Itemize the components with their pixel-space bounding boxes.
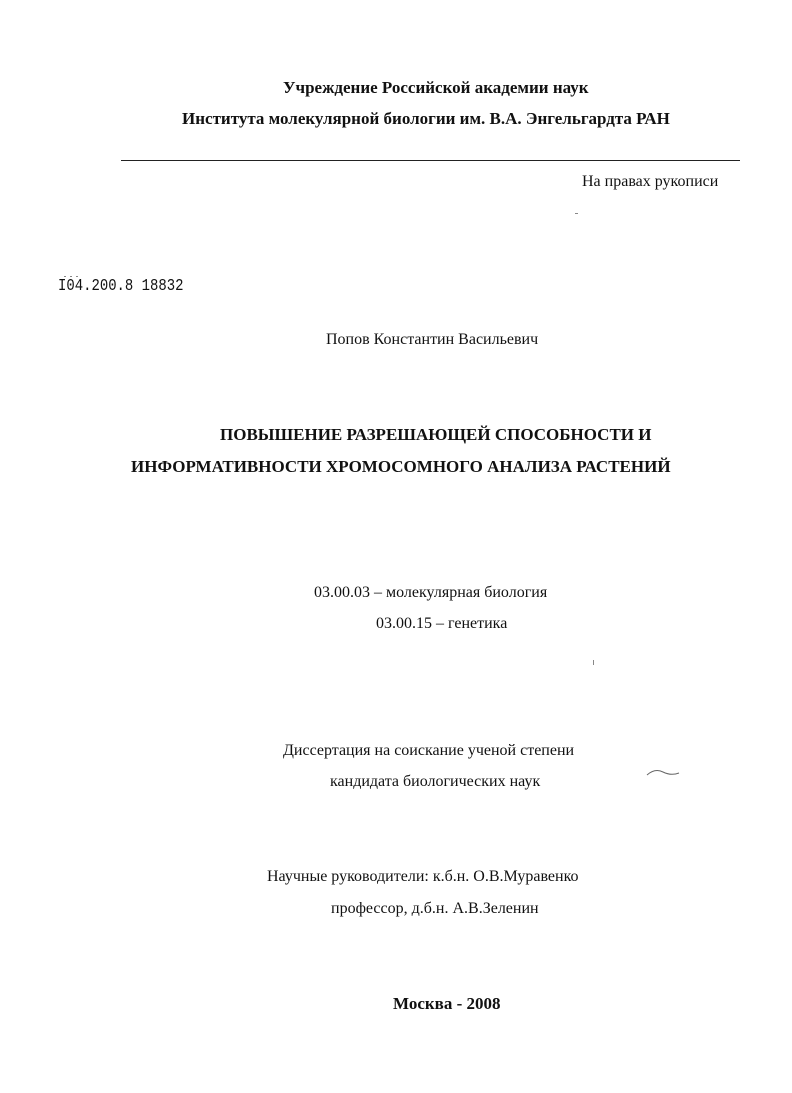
header-divider [121, 160, 740, 161]
specialty-2: 03.00.15 – генетика [376, 615, 508, 632]
pen-mark [645, 766, 685, 780]
scan-speck [593, 660, 594, 665]
institution-line-1: Учреждение Российской академии наук [283, 78, 589, 97]
city-year: Москва - 2008 [393, 994, 501, 1013]
archive-stamp: I04.200.8 18832 [58, 277, 184, 296]
supervisors-line-2: профессор, д.б.н. А.В.Зеленин [331, 900, 539, 917]
dissertation-line-1: Диссертация на соискание ученой степени [283, 742, 575, 759]
title-line-2: ИНФОРМАТИВНОСТИ ХРОМОСОМНОГО АНАЛИЗА РАСТЕНИЙ [131, 457, 671, 476]
scan-speck [575, 213, 578, 214]
author-name: Попов Константин Васильевич [326, 331, 539, 348]
specialty-1: 03.00.03 – молекулярная биология [314, 584, 548, 601]
rights-note: На правах рукописи [582, 173, 719, 190]
scan-speck [64, 276, 66, 277]
scan-speck [76, 276, 78, 277]
scan-speck [70, 276, 72, 277]
title-line-1: ПОВЫШЕНИЕ РАЗРЕШАЮЩЕЙ СПОСОБНОСТИ И [220, 425, 652, 444]
institution-line-2: Института молекулярной биологии им. В.А. Энгельгардта РАН [182, 109, 670, 128]
supervisors-line-1: Научные руководители: к.б.н. О.В.Муравенко [267, 868, 579, 885]
dissertation-line-2: кандидата биологических наук [330, 773, 541, 790]
